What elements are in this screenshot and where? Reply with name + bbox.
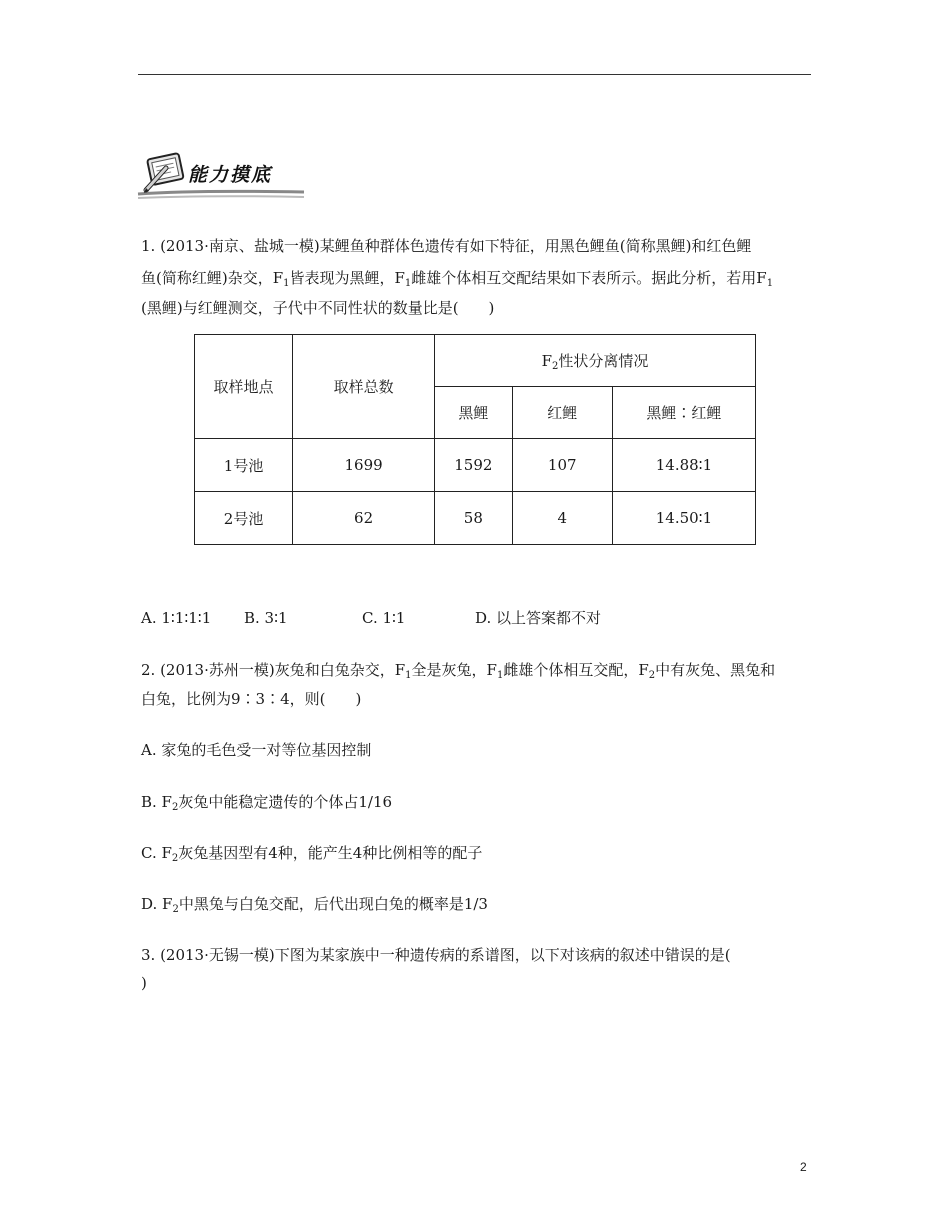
cell-total: 62 [293,492,435,545]
q1-line1: 1. (2013·南京、盐城一模)某鲤鱼种群体色遗传有如下特征，用黑色鲤鱼(简称黑鲤)和红色鲤 [141,237,752,255]
q1-option-a: A. 1∶1∶1∶1 [141,609,212,627]
cell-site: 1号池 [195,439,293,492]
q2-option-d: D. $F_2$中黑兔与白兔交配，后代出现白兔的概率是1/3 [141,895,488,915]
q3-line2: ) [141,974,147,992]
page-number: 2 [800,1160,807,1174]
table-row [195,492,756,545]
fish-sampling-table [194,334,756,545]
q3-line1: 3. (2013·无锡一模)下图为某家族中一种遗传病的系谱图，以下对该病的叙述中错误的是( [141,946,731,964]
q1-line3: (黑鲤)与红鲤测交，子代中不同性状的数量比是( ) [141,299,495,317]
cell-black: 1592 [435,439,513,492]
q2-line1: 2. (2013·苏州一模)灰兔和白兔杂交，$F_1$全是灰兔，$F_1$雌雄个体相互交配，$F_2$中有灰兔、黑兔和 [141,661,776,681]
header-black: 黑鲤 [435,387,513,439]
cell-red: 107 [512,439,612,492]
header-total: 取样总数 [293,335,435,439]
q1-option-c: C. 1∶1 [362,609,406,627]
cell-black: 58 [435,492,513,545]
cell-site: 2号池 [195,492,293,545]
cell-ratio: 14.50∶1 [612,492,755,545]
header-rule [138,74,811,75]
header-ratio: 黑鲤∶红鲤 [612,387,755,439]
header-f2-separation: $F_2$性状分离情况 [435,335,756,387]
header-red: 红鲤 [512,387,612,439]
cell-total: 1699 [293,439,435,492]
cell-red: 4 [512,492,612,545]
q2-option-a: A. 家兔的毛色受一对等位基因控制 [141,741,372,759]
header-site: 取样地点 [195,335,293,439]
section-title: 能力摸底 [188,164,273,186]
q2-option-c: C. $F_2$灰兔基因型有4种，能产生4种比例相等的配子 [141,844,483,864]
cell-ratio: 14.88∶1 [612,439,755,492]
q1-option-d: D. 以上答案都不对 [475,609,602,627]
q1-option-b: B. 3∶1 [244,609,288,627]
q2-line2: 白兔，比例为9∶3∶4，则( ) [141,690,362,708]
table-row [195,439,756,492]
q1-line2: 鱼(简称红鲤)杂交，$F_1$皆表现为黑鲤，$F_1$雌雄个体相互交配结果如下表所示。据此分析，若用$F_1$ [141,269,774,289]
q2-option-b: B. $F_2$灰兔中能稳定遗传的个体占1/16 [141,793,393,813]
